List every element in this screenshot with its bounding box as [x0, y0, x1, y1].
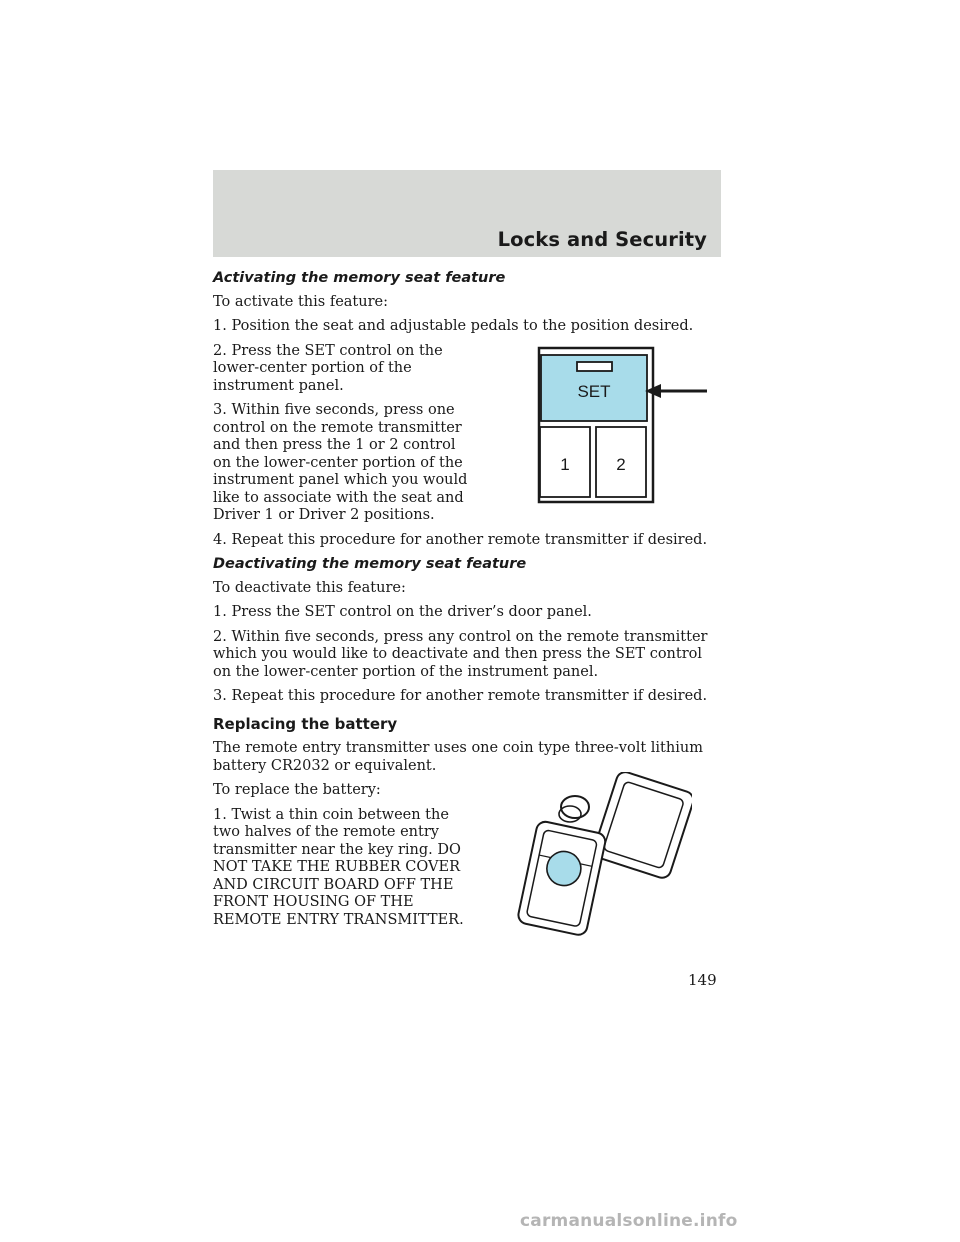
- indicator-light-icon: [577, 362, 612, 371]
- section-header-band: [213, 170, 721, 257]
- heading-activating: Activating the memory seat feature: [213, 270, 506, 286]
- heading-replacing-battery: Replacing the battery: [213, 714, 398, 733]
- activate-step-1: 1. Position the seat and adjustable pedals to the position desired.: [213, 318, 694, 334]
- battery-intro: The remote entry transmitter uses one coin type three-volt lithium battery CR2032 or equivalent.: [213, 740, 703, 774]
- deactivate-intro: To deactivate this feature:: [213, 579, 406, 596]
- button-2-label: 2: [616, 455, 626, 474]
- transmitter-front-half: [517, 820, 607, 936]
- battery-replace-intro: To replace the battery:: [213, 782, 381, 798]
- deactivate-step-1: 1. Press the SET control on the driver’s door panel.: [213, 604, 592, 620]
- activate-step-2: 2. Press the SET control on the lower-center portion of the instrument panel.: [213, 342, 443, 394]
- battery-step-1: 1. Twist a thin coin between the two halves of the remote entry transmitter near the key ring. DO NOT TAKE THE RUBBER COVER AND CIRCUIT BOARD OFF THE FRONT HOUSING OF THE REMOTE ENTRY TRANSMITTER.: [213, 806, 464, 928]
- remote-transmitter-illustration: [512, 772, 692, 940]
- activate-intro: To activate this feature:: [213, 293, 388, 310]
- page-number: 149: [688, 971, 717, 989]
- activate-step-3: 3. Within five seconds, press one control on the remote transmitter and then press the 1 or 2 control on the lower-center portion of the instrument panel which you would like to associate with the seat and Driver 1 or Driver 2 positions.: [213, 402, 468, 523]
- deactivate-step-2: 2. Within five seconds, press any control on the remote transmitter which you would like to deactivate and then press the SET control on the lower-center portion of the instrument panel.: [213, 628, 708, 680]
- button-1-label: 1: [560, 455, 570, 474]
- transmitter-back-half: [592, 772, 692, 880]
- heading-deactivating: Deactivating the memory seat feature: [213, 556, 527, 572]
- set-control-illustration: [537, 346, 712, 506]
- deactivate-step-3: 3. Repeat this procedure for another remote transmitter if desired.: [213, 688, 708, 704]
- activate-step-4: 4. Repeat this procedure for another remote transmitter if desired.: [213, 531, 708, 548]
- set-label: SET: [577, 382, 611, 401]
- section-title: Locks and Security: [497, 228, 707, 251]
- footer-watermark: carmanualsonline.info: [520, 1211, 738, 1231]
